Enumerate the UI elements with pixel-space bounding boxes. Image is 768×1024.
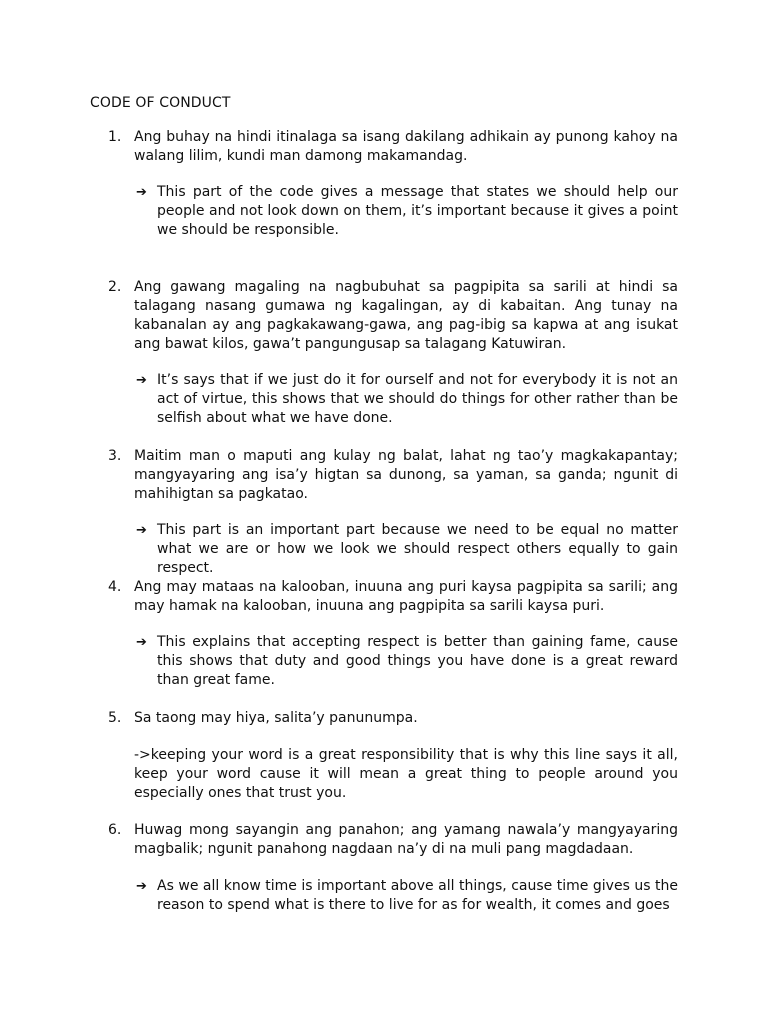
arrow-icon: ➔ [136,185,147,200]
arrow-icon: ➔ [136,523,147,538]
list-number: 1. [108,129,122,145]
code-item-text: Maitim man o maputi ang kulay ng balat, lahat ng tao’y magkakapantay; mangyayaring ang isa’y higtan sa dunong, sa yaman, sa ganda; ngunit di mahihigtan sa pagkatao. [134,448,678,502]
list-number: 4. [108,579,122,595]
item-comment: This part of the code gives a message that states we should help our people and not look down on them, it’s important because it gives a point we should be responsible. [157,184,678,238]
code-item-text: Ang gawang magaling na nagbubuhat sa pagpipita sa sarili at hindi sa talagang nasang gumawa ng kagalingan, ay di kabaitan. Ang tunay na kabanalan ay ang pagkakawang-gawa, ang pag-ibig sa kapwa at ang isukat ang bawat kilos, gawa’t pangungusap sa talagang Katuwiran. [134,279,678,352]
code-item-text: Ang may mataas na kalooban, inuuna ang puri kaysa pagpipita sa sarili; ang may hamak na kalooban, inuuna ang pagpipita sa sarili kaysa puri. [134,579,678,614]
item-comment: This part is an important part because we need to be equal no matter what we are or how we look we should respect others equally to gain respect. [157,522,678,576]
item-comment: This explains that accepting respect is better than gaining fame, cause this shows that duty and good things you have done is a great reward than great fame. [157,634,678,688]
list-number: 5. [108,710,122,726]
arrow-icon: ➔ [136,879,147,894]
arrow-icon: ➔ [136,635,147,650]
arrow-icon: ➔ [136,373,147,388]
document-title: CODE OF CONDUCT [90,95,231,111]
item-comment: As we all know time is important above all things, cause time gives us the reason to spend what is there to live for as for wealth, it comes and goes [157,878,678,913]
list-number: 6. [108,822,122,838]
item-comment: ->keeping your word is a great responsibility that is why this line says it all, keep your word cause it will mean a great thing to people around you especially ones that trust you. [134,747,678,801]
list-number: 3. [108,448,122,464]
list-number: 2. [108,279,122,295]
item-comment: It’s says that if we just do it for ourself and not for everybody it is not an act of virtue, this shows that we should do things for other rather than be selfish about what we have done. [157,372,678,426]
code-item-text: Sa taong may hiya, salita’y panunumpa. [134,710,418,726]
code-item-text: Huwag mong sayangin ang panahon; ang yamang nawala’y mangyayaring magbalik; ngunit panahong nagdaan na’y di na muli pang magdadaan. [134,822,678,857]
code-item-text: Ang buhay na hindi itinalaga sa isang dakilang adhikain ay punong kahoy na walang lilim, kundi man damong makamandag. [134,129,678,164]
